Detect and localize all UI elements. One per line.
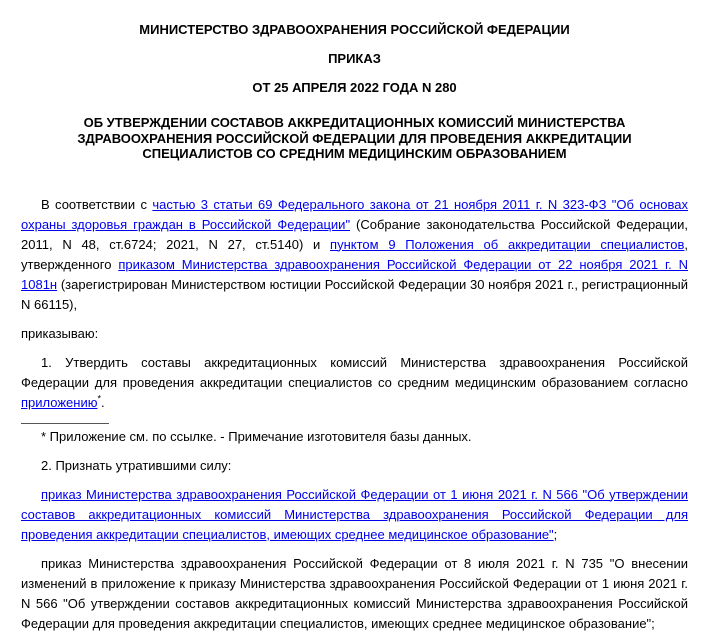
text-run: 2. Признать утратившими силу: (41, 457, 232, 473)
document-type-heading: ПРИКАЗ (328, 51, 381, 66)
footnote-text: * Приложение см. по ссылке. - Примечание изготовителя базы данных. (41, 428, 472, 444)
footnote-block (21, 423, 688, 447)
repealed-order-735-paragraph (21, 554, 688, 634)
document-date-number: ОТ 25 АПРЕЛЯ 2022 ГОДА N 280 (252, 80, 457, 95)
document-subject-heading: ОБ УТВЕРЖДЕНИИ СОСТАВОВ АККРЕДИТАЦИОННЫХ КОМИССИЙ МИНИСТЕРСТВА ЗДРАВООХРАНЕНИЯ РОССИЙСКОЙ ФЕДЕРАЦИИ ДЛЯ ПРОВЕДЕНИЯ АККРЕДИТАЦИИ СПЕЦИАЛИСТОВ СО СРЕДНИМ МЕДИЦИНСКИМ ОБРАЗОВАНИЕМ (77, 115, 632, 161)
text-run: приказываю: (21, 325, 99, 341)
document-link[interactable]: пунктом 9 Положения об аккредитации специалистов (330, 236, 685, 252)
item-1-paragraph (21, 353, 688, 413)
text-run: ; (553, 526, 558, 542)
text-run: (Собрание законодательства Российской Федерации, 2011, N 48, ст.6724; 2021, N 27, ст.5140) и (21, 216, 688, 252)
decree-word-paragraph (21, 324, 688, 344)
footnote-marker: * (97, 393, 101, 404)
document-link[interactable]: приказ Министерства здравоохранения Российской Федерации от 1 июня 2021 г. N 566 "Об утверждении составов аккредитационных комиссий Министерства здравоохранения Российской Федерации для проведения аккредитации специалистов, имеющих среднее медицинское образование" (21, 486, 688, 542)
text-run: приказ Министерства здравоохранения Российской Федерации от 8 июля 2021 г. N 735 "О внесении изменений в приложение к приказу Министерства здравоохранения Российской Федерации от 1 июня 2021 г. N 566 "Об утверждении составов аккредитационных комиссий Министерства здравоохранения Российской Федерации для проведения аккредитации специалистов, имеющих среднее медицинское образование"; (21, 555, 688, 631)
text-run: В соответствии с (41, 196, 153, 212)
document-link[interactable]: приложению (21, 394, 98, 410)
text-run: . (100, 394, 105, 410)
item-2-paragraph (21, 456, 688, 476)
text-run: (зарегистрирован Министерством юстиции Российской Федерации 30 ноября 2021 г., регистрационный N 66115), (21, 276, 688, 312)
text-run: , утвержденного (21, 236, 688, 272)
text-run: 1. Утвердить составы аккредитационных комиссий Министерства здравоохранения Российской Федерации для проведения аккредитации специалистов со средним медицинским образованием согласно (21, 354, 688, 390)
document-link[interactable]: частью 3 статьи 69 Федерального закона от 21 ноября 2011 г. N 323-ФЗ "Об основах охраны здоровья граждан в Российской Федерации" (21, 196, 688, 232)
document-link[interactable]: приказом Министерства здравоохранения Российской Федерации от 22 ноября 2021 г. N 1081н (21, 256, 688, 292)
repealed-order-566-paragraph (21, 485, 688, 545)
footnote-divider (21, 423, 109, 424)
ministry-title: МИНИСТЕРСТВО ЗДРАВООХРАНЕНИЯ РОССИЙСКОЙ ФЕДЕРАЦИИ (139, 22, 570, 37)
preamble-paragraph (21, 195, 688, 315)
